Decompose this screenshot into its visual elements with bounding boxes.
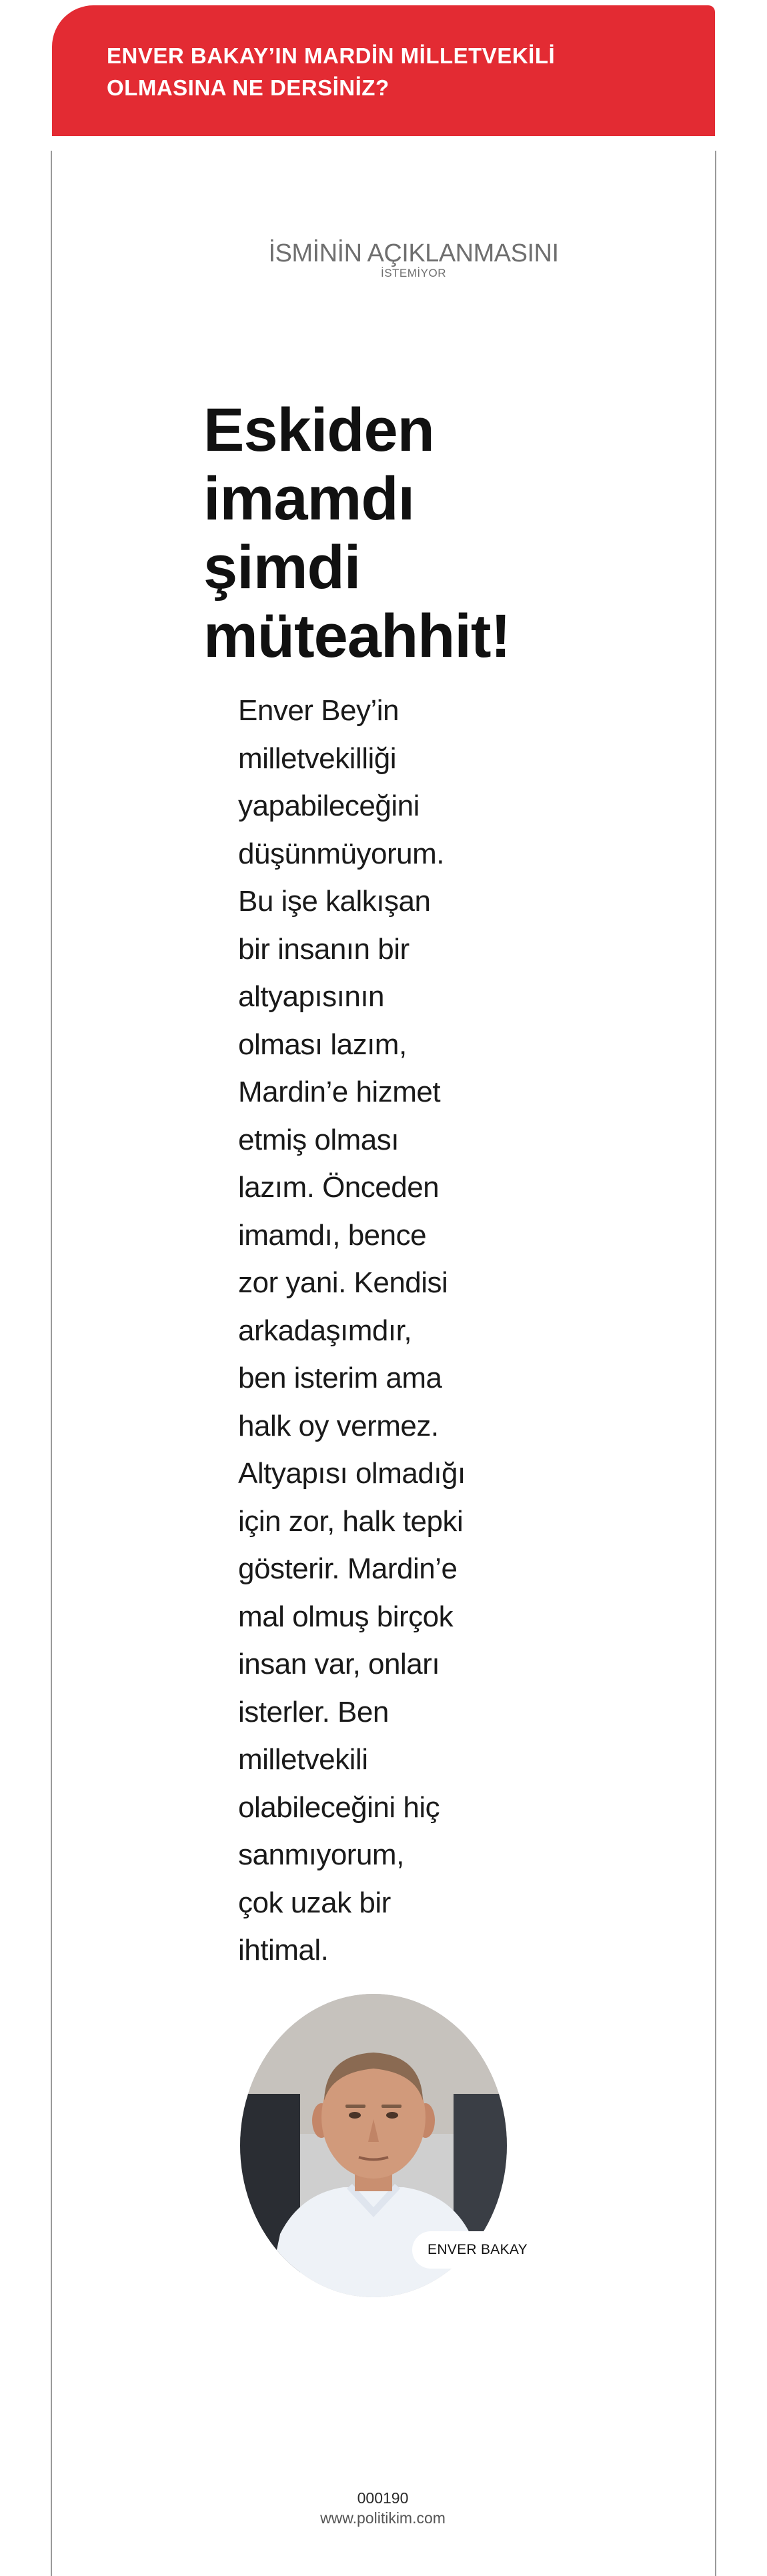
footer-url: www.politikim.com xyxy=(320,2509,446,2527)
source-attribution xyxy=(173,239,654,280)
frame-left-border xyxy=(51,151,52,2576)
footer-code: 000190 xyxy=(357,2489,409,2507)
frame-right-border xyxy=(715,151,716,2576)
source-name: İSMİNİN AÇIKLANMASINI xyxy=(268,239,559,267)
article-body: Enver Bey’in milletvekilliği yapabileceğini düşünmüyorum. Bu işe kalkışan bir insanın bir altyapısının olması lazım, Mardin’e hizmet etmiş olması lazım. Önceden imamdı, bence zor yani. Kendisi arkadaşımdır, ben isterim ama halk oy vermez. Altyapısı olmadığı için zor, halk tepki gösterir. Mardin’e mal olmuş birçok insan var, onları isterler. Ben milletvekili olabileceğini hiç sanmıyorum, çok uzak bir ihtimal. xyxy=(238,694,466,1967)
header-title: ENVER BAKAY’IN MARDİN MİLLETVEKİLİ OLMASINA NE DERSİNİZ? xyxy=(107,43,556,100)
header-banner xyxy=(52,5,715,136)
source-subtitle: İSTEMİYOR xyxy=(380,267,446,279)
portrait-caption: ENVER BAKAY xyxy=(412,2231,543,2269)
article-headline: Eskiden imamdı şimdi müteahhit! xyxy=(203,396,511,670)
